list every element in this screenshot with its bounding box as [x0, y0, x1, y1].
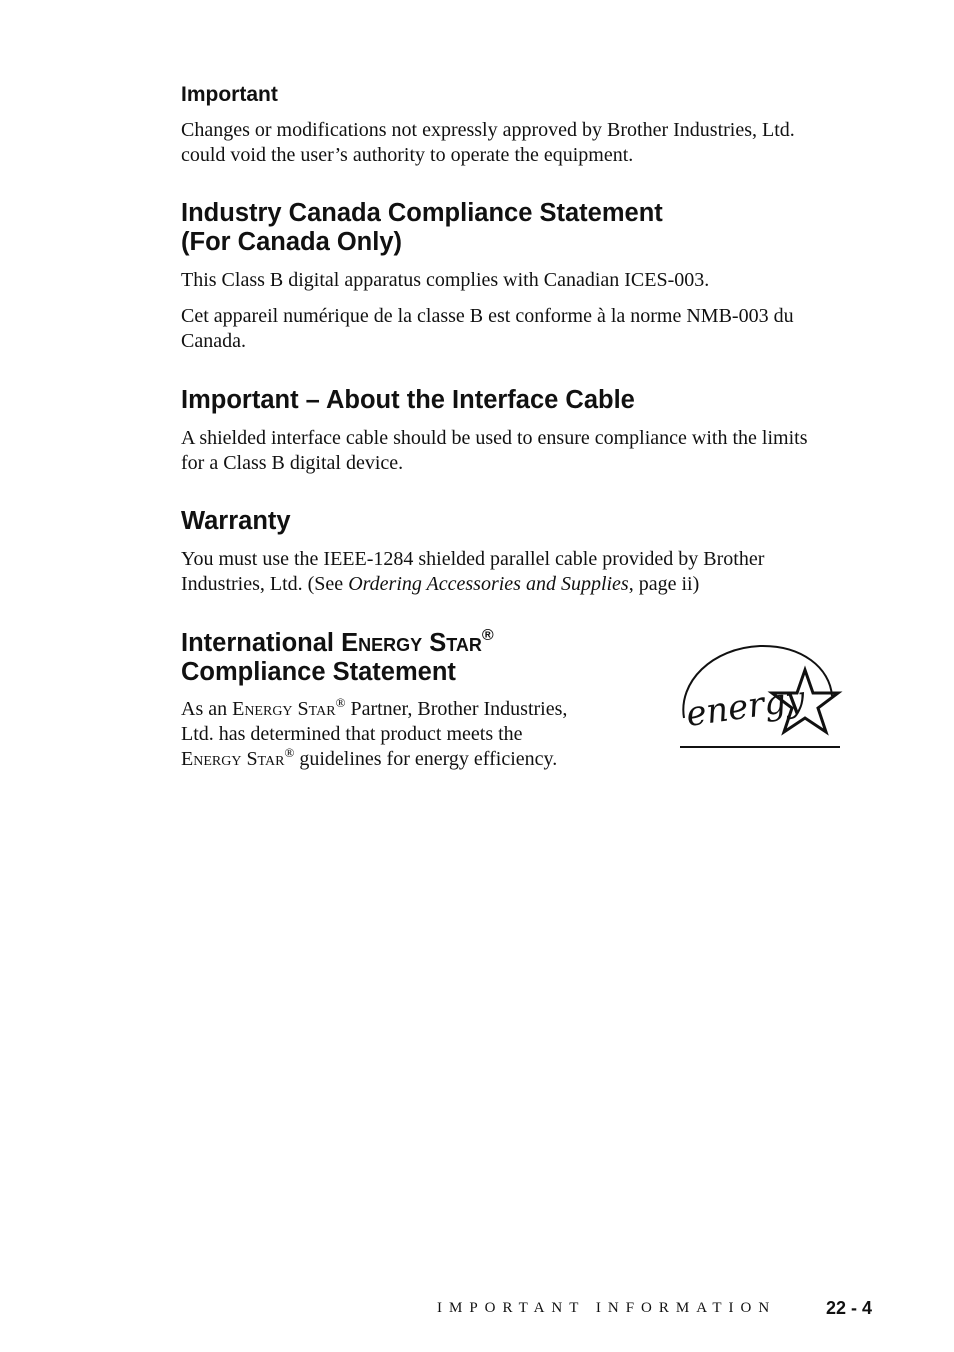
canada-french-line-1: Cet appareil numérique de la classe B est conforme à la norme NMB-003 du — [181, 305, 794, 327]
cable-paragraph — [181, 426, 807, 476]
important-line-1: Changes or modifications not expressly approved by Brother Industries, Ltd. — [181, 119, 795, 141]
warranty-reference: Ordering Accessories and Supplies — [348, 573, 629, 595]
important-line-2: could void the user’s authority to operate the equipment. — [181, 144, 634, 166]
energy-line-1 — [181, 697, 567, 722]
energy-line-3-suffix: guidelines for energy efficiency. — [294, 748, 558, 770]
warranty-line-2 — [181, 572, 764, 597]
canada-heading — [181, 199, 663, 257]
warranty-paragraph — [181, 547, 764, 597]
footer-page-number: 22 - 4 — [826, 1298, 873, 1318]
energy-line-1-suffix: Partner, Brother Industries, — [345, 698, 568, 720]
cable-line-1: A shielded interface cable should be used to ensure compliance with the limits — [181, 427, 808, 449]
energy-line-1-prefix: As an — [181, 698, 233, 720]
warranty-line-1: You must use the IEEE-1284 shielded parallel cable provided by Brother — [181, 548, 765, 570]
canada-heading-line-2: (For Canada Only) — [181, 228, 403, 256]
footer-section-title: IMPORTANT INFORMATION — [437, 1300, 777, 1316]
canada-heading-line-1: Industry Canada Compliance Statement — [181, 199, 663, 227]
energy-heading — [181, 629, 494, 687]
warranty-line-2-prefix: Industries, Ltd. (See — [181, 573, 349, 595]
energy-heading-reg-mark: ® — [481, 627, 494, 644]
energy-paragraph — [181, 697, 567, 772]
energy-line-2: Ltd. has determined that product meets the — [181, 723, 523, 745]
energy-heading-line-2: Compliance Statement — [181, 658, 456, 686]
energy-line-3 — [181, 747, 567, 772]
energy-heading-line-1 — [181, 629, 494, 658]
warranty-line-2-suffix: , page ii) — [628, 573, 700, 595]
cable-line-2: for a Class B digital device. — [181, 452, 404, 474]
canada-english-paragraph — [181, 268, 709, 293]
energy-brand-2: Energy Star — [181, 748, 285, 770]
canada-english-line: This Class B digital apparatus complies with Canadian ICES-003. — [181, 269, 710, 291]
energy-reg-mark-1: ® — [335, 695, 346, 710]
canada-french-paragraph — [181, 304, 794, 354]
energy-logo-text: energy — [683, 678, 808, 735]
energy-brand-1: Energy Star — [232, 698, 336, 720]
warranty-heading: Warranty — [181, 507, 291, 535]
energy-star-logo-icon — [672, 640, 848, 752]
important-heading: Important — [181, 83, 278, 106]
important-paragraph — [181, 118, 795, 168]
energy-heading-brand: Energy Star — [341, 629, 482, 657]
canada-french-line-2: Canada. — [181, 330, 246, 352]
energy-reg-mark-2: ® — [284, 745, 295, 760]
energy-heading-prefix: International — [181, 629, 342, 657]
cable-heading: Important – About the Interface Cable — [181, 386, 635, 414]
